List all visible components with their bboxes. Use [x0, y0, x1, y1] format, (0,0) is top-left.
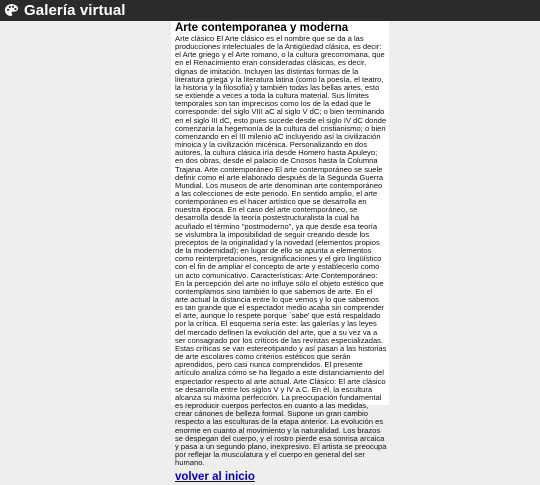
article-body: Arte clásico El Arte clásico es el nombre que se da a las producciones intelectuales de la Antigüedad clásica, es decir: el Arte griego y el Arte romano, o la cultura grecorromana, que en el Renacimiento eran consideradas clásicas, es decir, dignas de imitación. Incluyen las distintas formas de la literatura griega y la literatura latina (como la poesía, el teatro, la historia y la filosofía) y también todas las bellas artes, esto se extiende a veces a toda la cultura material. Sus límites temporales son tan imprecisos como los de la edad que le corresponde: del siglo VIII aC al siglo V dC; o bien terminando en el siglo III dC, esto pues sucede desde el siglo IV dC donde comenzaría la hegemonía de la cultura del cristianismo; o bien comenzando en el III milenio aC incluyendo así la civilización minoica y la civilización micénica. Personalizando en dos autores, la cultura clásica iría desde Homero hasta Apuleyo; en dos obras, desde el palacio de Cnosos hasta la Columna Trajana. Arte contemporáneo El arte contemporáneo se suele definir como el arte elaborado después de la Segunda Guerra Mundial. Los museos de arte denominan arte contemporáneo a las colecciones de este periodo. En sentido amplio, el arte contemporáneo es el hacer artístico que se desarrolla en nuestra época. En el caso del arte contemporáneo, se desarrolla desde la teoría postestructuralista la cual ha acuñado el término "postmoderno", ya que desde esa teoría se vislumbra la imposibilidad de seguir creando desde los preceptos de la originalidad y la novedad (elementos propios de la modernidad); en lugar de ello se apunta a elementos como reinterpretaciones, resignificaciones y el giro lingüístico con el fin de ampliar el concepto de arte y establecerlo como un acto comunicativo. Características: Arte Contemporáneo: En la percepción del arte no influye sólo el objeto estético que contemplamos sino también lo que sabemos de arte. En el arte actual la distancia entre lo que vemos y lo que sabemos es tan grande que el espectador medio acaba sin comprender el arte, aunque lo respete porque `sabe' que está respaldado por la crítica. El esquema sería este: las galerías y las leyes del mercado definen la evolución del arte, que a su vez va a ser consagrado por los críticos de las revistas especializadas. Estas críticas se van estereotipando y así pasan a las historias de arte escolares como criterios estéticos que serán aprendidos, pero casi nunca comprendidos. El presente artículo analiza cómo se ha llegado a este distanciamiento del espectador respecto al arte actual. Arte Clásico: El arte clásico se desarrolla entre los siglos V y IV a.C. En él, la escultura alcanza su máxima perfección. La preocupación fundamental es reproducir cuerpos perfectos en cuanto a las medidas, crear cánones de belleza formal. Supone un gran cambio respecto a las esculturas de la etapa anterior. La evolución es enorme en cuanto al movimiento y la naturalidad. Los brazos se despegan del cuerpo, y el rostro pierde esa sonrisa arcaica y pasa a un segundo plano, inexpresivo. El artista se preocupa por reflejar la musculatura y el cuerpo en general del ser humano.	[175, 34, 387, 468]
article-panel	[171, 21, 389, 484]
palette-icon	[3, 3, 19, 19]
article-heading: Arte contemporanea y moderna	[175, 22, 349, 34]
top-bar	[0, 0, 540, 21]
back-to-home-link[interactable]: volver al inicio	[175, 471, 255, 484]
app-title: Galería virtual	[24, 2, 126, 19]
